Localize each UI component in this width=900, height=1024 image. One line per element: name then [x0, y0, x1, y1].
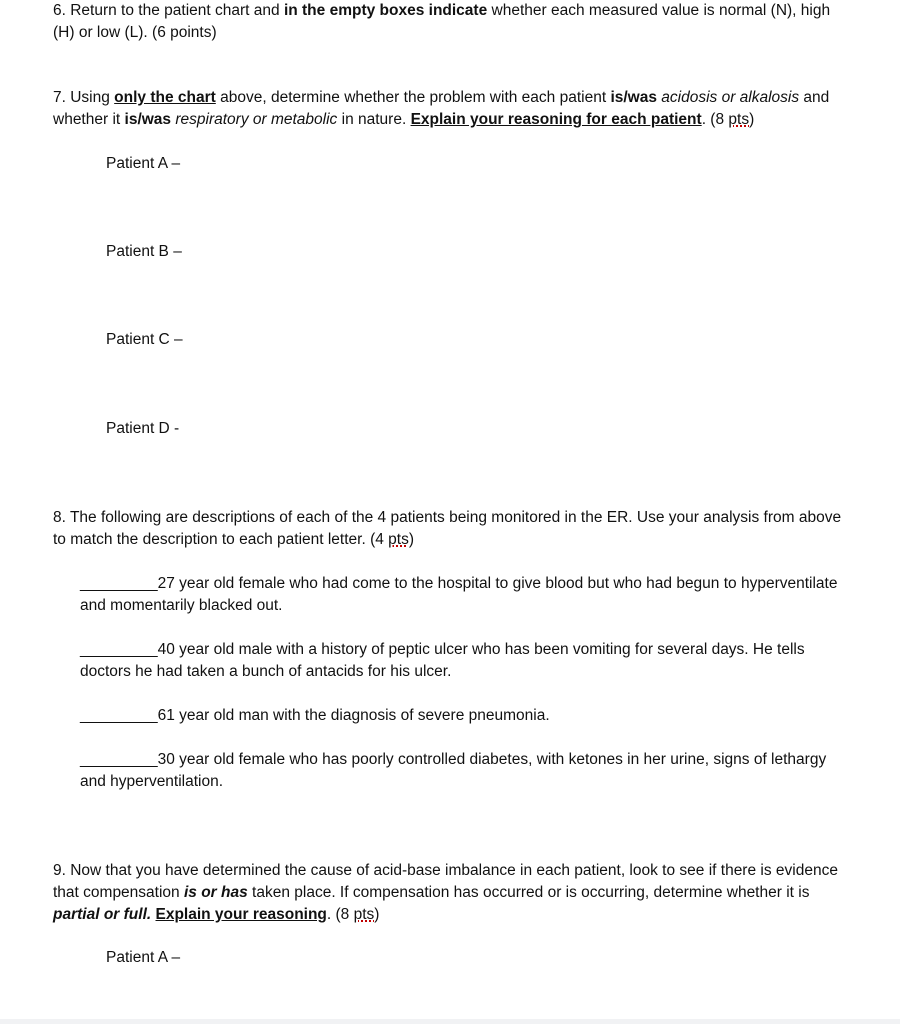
- q8-item-2-text: 40 year old male with a history of peptic ulcer who has been vomiting for several days. He tells doctors he had taken a bunch of antacids for his ulcer.: [80, 641, 805, 680]
- q7-points: . (8: [701, 111, 729, 128]
- q8-answer-blank-2[interactable]: _________: [80, 641, 158, 658]
- question-7: [53, 87, 853, 131]
- q9-patient-a-label: Patient A –: [106, 949, 181, 966]
- q8-answer-blank-3[interactable]: _________: [80, 707, 158, 724]
- q8-item-1-text: 27 year old female who had come to the hospital to give blood but who had begun to hyperventilate and momentarily blacked out.: [80, 575, 838, 614]
- q7-points-end: ): [749, 111, 755, 128]
- question-6: [53, 0, 853, 44]
- q7-patient-a-label: Patient A –: [106, 155, 181, 172]
- q9-text-2: taken place. If compensation has occurred or is occurring, determine whether it is: [247, 884, 810, 901]
- q9-points: . (8: [326, 906, 354, 923]
- q7-only-the-chart: only the chart: [114, 89, 216, 106]
- q8-item-1: [80, 573, 840, 617]
- q9-explain-reasoning: Explain your reasoning: [155, 906, 327, 923]
- q9-points-end: ): [374, 906, 380, 923]
- q7-pts-word: pts: [728, 111, 750, 128]
- q7-is-was-2: is/was: [124, 111, 172, 128]
- q7-text: 7. Using: [53, 89, 115, 106]
- q8-answer-blank-1[interactable]: _________: [80, 575, 158, 592]
- q9-pts-word: pts: [353, 906, 375, 923]
- q6-text-2: whether each measured value is normal (N), high (H) or low (L). (6 points): [53, 2, 831, 41]
- q7-text-2: above, determine whether the problem with each patient: [215, 89, 611, 106]
- q9-is-or-has: is or has: [183, 884, 248, 901]
- q7-explain-reasoning: Explain your reasoning for each patient: [410, 111, 702, 128]
- q8-text-end: ): [408, 531, 415, 548]
- q8-item-2: [80, 639, 840, 683]
- q7-patient-c-label: Patient C –: [106, 331, 183, 348]
- q7-acidosis-alkalosis: acidosis or alkalosis: [661, 89, 800, 106]
- q7-text-4: in nature.: [337, 111, 411, 128]
- q8-item-4-text: 30 year old female who has poorly controlled diabetes, with ketones in her urine, signs of lethargy and hyperventilation.: [80, 751, 827, 790]
- q7-text-3: and whether it: [53, 89, 830, 128]
- q6-bold: in the empty boxes indicate: [283, 2, 488, 19]
- q8-pts-word: pts: [388, 531, 409, 548]
- question-9: [53, 860, 853, 926]
- q7-respiratory-metabolic: respiratory or metabolic: [175, 111, 338, 128]
- q9-text: 9. Now that you have determined the cause of acid-base imbalance in each patient, look to see if there is evidence that compensation: [53, 862, 838, 901]
- q7-patient-d-label: Patient D -: [106, 420, 180, 437]
- question-8: [53, 507, 853, 551]
- q7-patient-b-label: Patient B –: [106, 243, 182, 260]
- bottom-edge-bar: [0, 1019, 900, 1024]
- q7-is-was: is/was: [610, 89, 657, 106]
- q9-partial-or-full: partial or full.: [53, 906, 152, 923]
- q8-item-3-text: 61 year old man with the diagnosis of severe pneumonia.: [157, 707, 550, 724]
- q8-item-3: [80, 705, 840, 727]
- q6-text: 6. Return to the patient chart and: [53, 2, 284, 19]
- q8-answer-blank-4[interactable]: _________: [80, 751, 158, 768]
- q8-text: 8. The following are descriptions of each of the 4 patients being monitored in the ER. Use your analysis from above to match the description to each patient letter. (4: [53, 509, 842, 548]
- q8-item-4: [80, 749, 840, 793]
